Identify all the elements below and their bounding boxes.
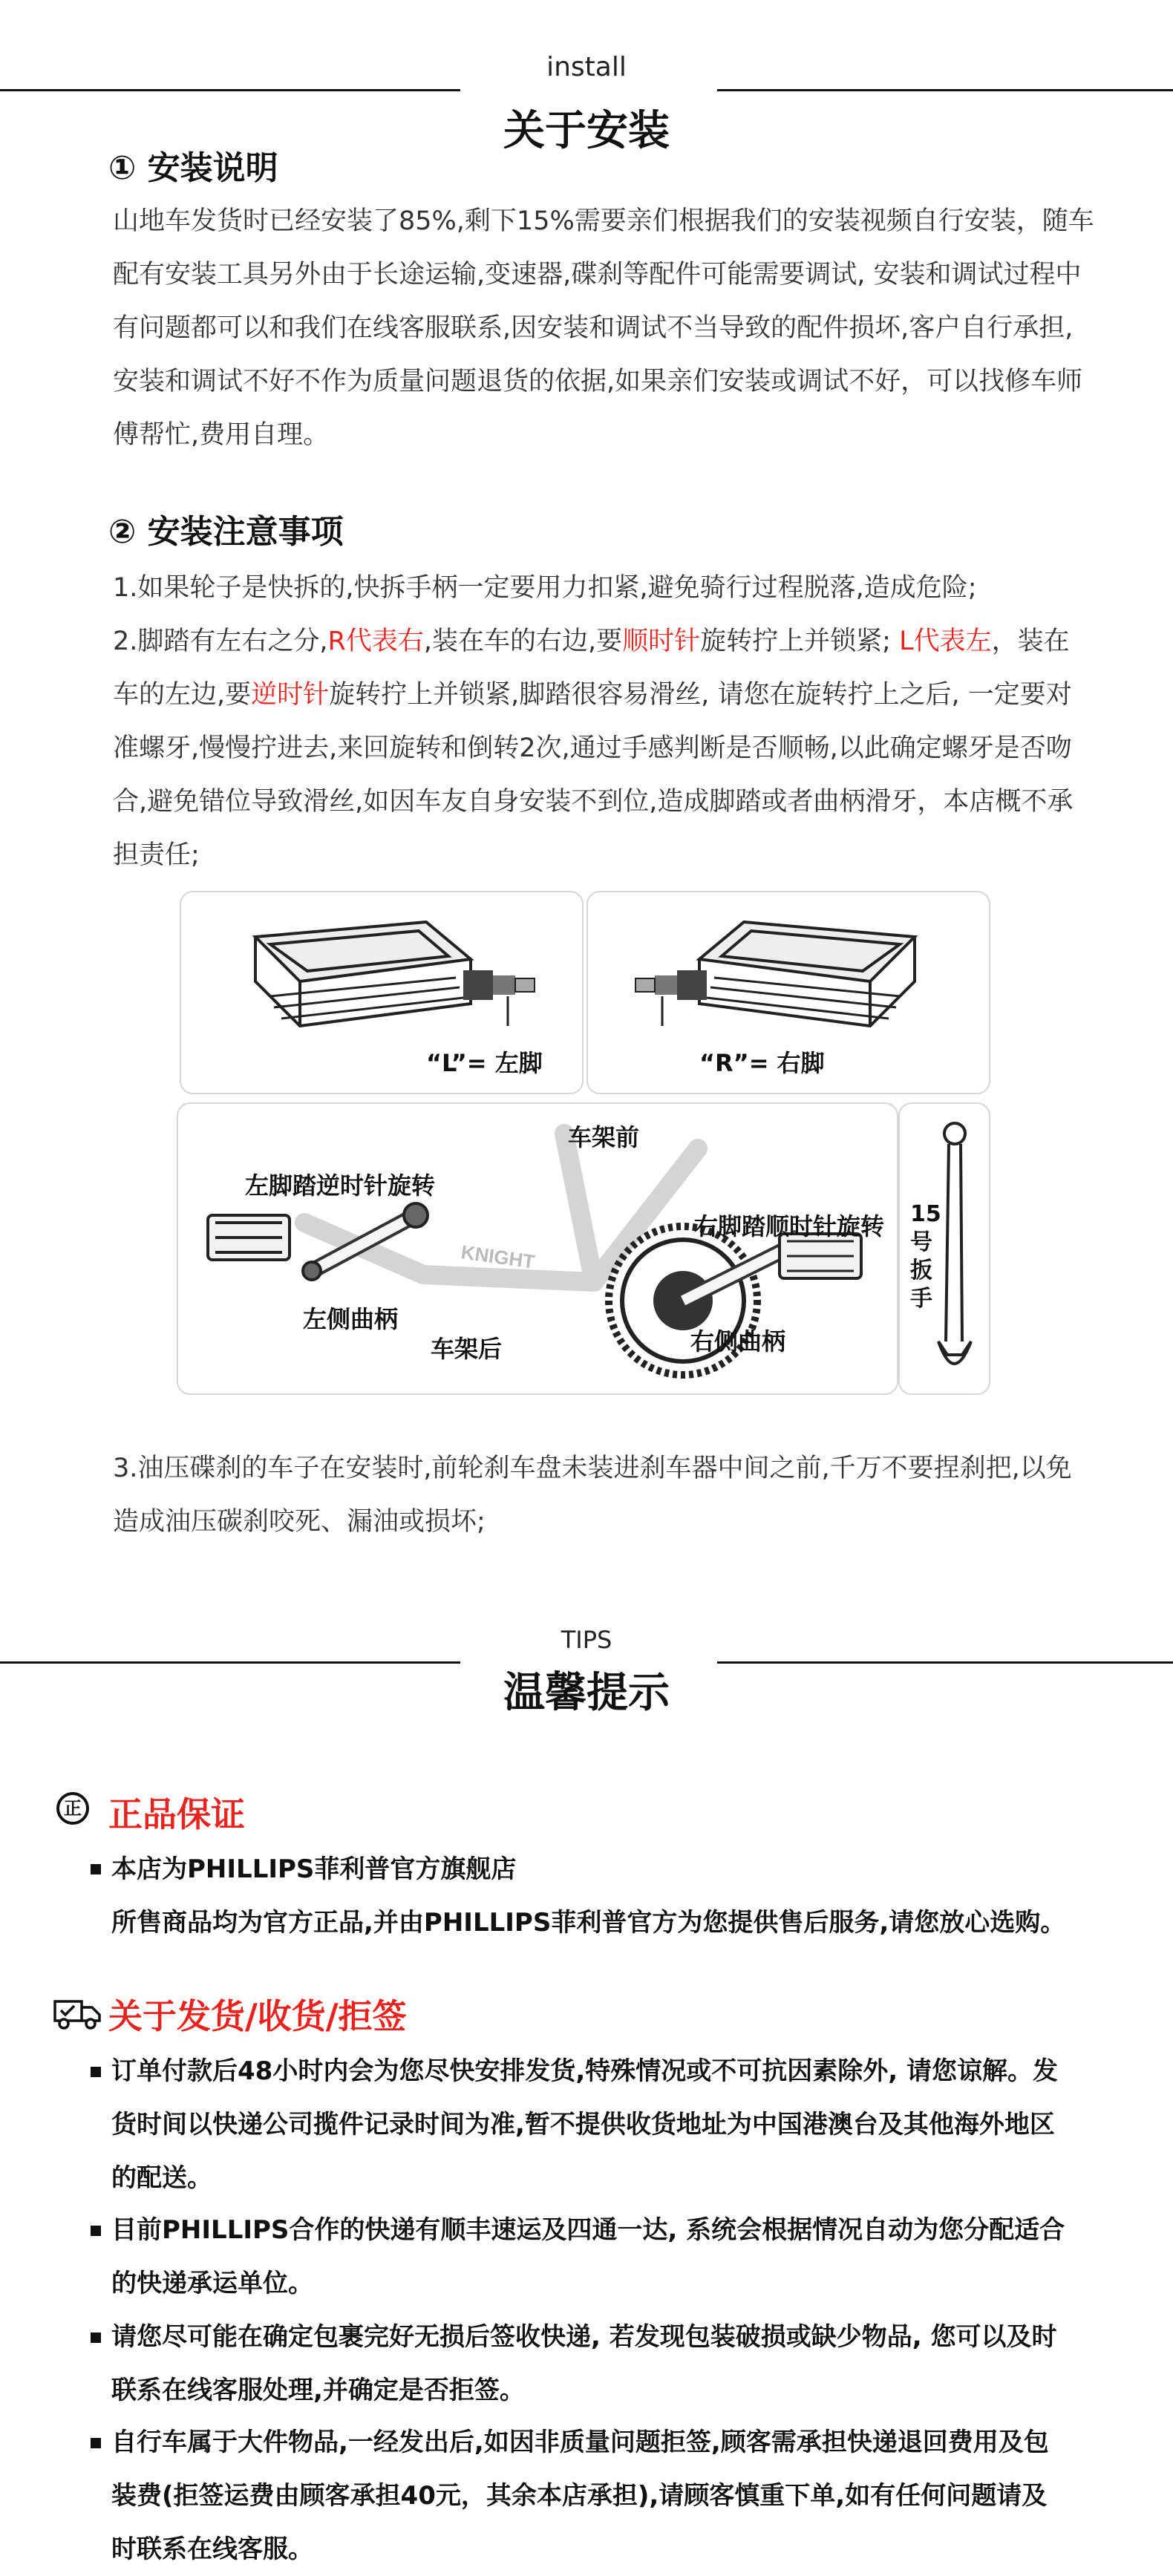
wrench-label: 15号扳手 <box>910 1201 941 1312</box>
bullet <box>91 1864 101 1874</box>
header-rule-left <box>0 89 460 91</box>
right-pedal-cw-label: 右脚踏顺时针旋转 <box>694 1212 885 1240</box>
section1-line: 配有安装工具另外由于长途运输,变速器,碟刹等配件可能需要调试, 安装和调试过程中 <box>113 260 1082 290</box>
section2-item2-line3: 准螺牙,慢慢拧进去,来回旋转和倒转2次,通过手感判断是否顺畅,以此确定螺牙是否吻 <box>113 733 1072 763</box>
install-section-header <box>0 45 1173 156</box>
section2-item3-line: 造成油压碳刹咬死、漏油或损坏; <box>113 1507 486 1537</box>
install-header-title: 关于安装 <box>503 107 670 155</box>
left-pedal-ccw-label: 左脚踏逆时针旋转 <box>245 1171 436 1200</box>
tips-header-en: TIPS <box>561 1626 612 1654</box>
shipping-title: 关于发货/收货/拒签 <box>108 1996 407 2036</box>
crank-install-panel <box>177 1102 898 1395</box>
section1-line: 傅帮忙,费用自理。 <box>113 420 330 450</box>
install-header-en: install <box>546 52 627 82</box>
right-crank-label: 右侧曲柄 <box>690 1327 786 1356</box>
section1-line: 有问题都可以和我们在线客服联系,因安装和调试不当导致的配件损坏,客户自行承担, <box>113 313 1074 343</box>
pedal-install-diagram <box>177 891 993 1396</box>
shipping-item-4: 自行车属于大件物品,一经发出后,如因非质量问题拒签,顾客需承担快递退回费用及包 装费(拒签运费由顾客承担40元，其余本店承担),请顾客慎重下单,如有任何问题请及 时联系在线客服。 <box>111 2428 1049 2564</box>
shipping-item-2: 目前PHILLIPS合作的快递有顺丰速运及四通一达, 系统会根据情况自动为您分配适合 的快递承运单位。 <box>111 2215 1065 2298</box>
bullet <box>91 2226 101 2236</box>
frame-front-label: 车架前 <box>568 1123 640 1151</box>
frame-rear-label: 车架后 <box>431 1335 503 1363</box>
shipping-item-1: 订单付款后48小时内会为您尽快安排发货,特殊情况或不可抗因素除外, 请您谅解。发 货时间以快递公司揽件记录时间为准,暂不提供收货地址为中国港澳台及其他海外地区 的配送。 <box>111 2056 1058 2193</box>
section2-item2-line5: 担责任; <box>113 840 200 870</box>
section2-paragraph <box>113 561 1108 882</box>
left-crank-label: 左侧曲柄 <box>303 1305 399 1333</box>
genuine-icon: 正 <box>56 1792 89 1825</box>
section2-item2-line4: 合,避免错位导致滑丝,如因车友自身安装不到位,造成脚踏或者曲柄滑牙，本店概不承 <box>113 787 1074 817</box>
tips-header-title: 温馨提示 <box>503 1669 670 1717</box>
left-pedal-label: “L”= 左脚 <box>426 1049 543 1077</box>
frame-brand-text: KNIGHT <box>460 1240 537 1273</box>
header-rule-right <box>717 89 1173 91</box>
bike-frame-illustration <box>178 1104 897 1393</box>
bullet <box>91 2333 101 2343</box>
section1-paragraph <box>113 194 1108 462</box>
right-pedal-label: “R”= 右脚 <box>699 1049 825 1077</box>
genuine-text: 本店为PHILLIPS菲利普官方旗舰店 所售商品均为官方正品,并由PHILLIPS菲利普官方为您提供售后服务,请您放心选购。 <box>111 1854 1066 1938</box>
section2-item1: 1.如果轮子是快拆的,快拆手柄一定要用力扣紧,避免骑行过程脱落,造成危险; <box>113 573 977 603</box>
section2-item3 <box>113 1442 1108 1549</box>
section1-line: 安装和调试不好不作为质量问题退货的依据,如果亲们安装或调试不好，可以找修车师 <box>113 367 1083 396</box>
section2-item3-line: 3.油压碟刹的车子在安装时,前轮刹车盘未装进刹车器中间之前,千万不要捏刹把,以免 <box>113 1454 1072 1483</box>
genuine-title: 正品保证 <box>108 1794 245 1834</box>
right-pedal-panel <box>586 891 990 1094</box>
shipping-item-3: 请您尽可能在确定包裹完好无损后签收快递, 若发现包装破损或缺少物品, 您可以及时 联系在线客服处理,并确定是否拒签。 <box>111 2322 1057 2405</box>
section1-title: ① 安装说明 <box>108 149 278 187</box>
bullet <box>91 2067 101 2077</box>
section2-title: ② 安装注意事项 <box>108 513 344 551</box>
section1-line: 山地车发货时已经安装了85%,剩下15%需要亲们根据我们的安装视频自行安装，随车 <box>113 206 1094 236</box>
delivery-truck-icon <box>52 1995 104 2031</box>
section2-item2-line1: 2.脚踏有左右之分,R代表右,装在车的右边,要顺时针旋转拧上并锁紧; L代表左，装在 <box>113 627 1070 656</box>
section2-item2-line2: 车的左边,要逆时针旋转拧上并锁紧,脚踏很容易滑丝, 请您在旋转拧上之后, 一定要对 <box>113 680 1072 710</box>
wrench-panel <box>898 1102 990 1395</box>
bullet <box>91 2438 101 2448</box>
tips-section-header <box>0 1618 1173 1730</box>
left-pedal-panel <box>180 891 584 1094</box>
